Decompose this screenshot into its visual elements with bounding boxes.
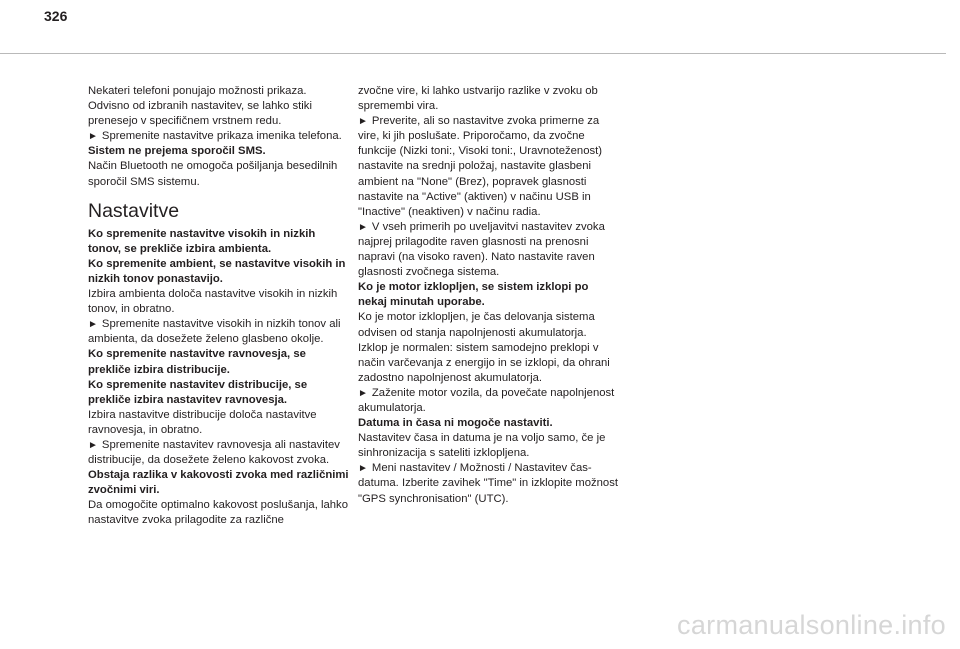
bullet-item bbox=[88, 317, 350, 347]
bullet-item bbox=[358, 386, 620, 416]
paragraph: Nastavitev časa in datuma je na voljo samo, če je sinhronizacija s sateliti izklopljena. bbox=[358, 432, 606, 460]
bullet-text: V vseh primerih po uveljavitvi nastavitev zvoka najprej prilagodite raven glasnosti na prenosni napravi (na visoko raven). Nato nastavite raven glasnosti zvočnega sistema. bbox=[358, 220, 605, 279]
paragraph: Izbira nastavitve distribucije določa nastavitve ravnovesja, in obratno. bbox=[88, 408, 317, 436]
question-heading: Ko je motor izklopljen, se sistem izklopi po nekaj minutah uporabe. bbox=[358, 281, 589, 309]
watermark: carmanualsonline.info bbox=[677, 610, 946, 640]
arrow-icon: ► bbox=[358, 221, 368, 233]
arrow-icon: ► bbox=[88, 319, 98, 331]
bullet-text: Zaženite motor vozila, da povečate napolnjenost akumulatorja. bbox=[358, 386, 615, 414]
bullet-item bbox=[88, 129, 350, 144]
left-column bbox=[88, 84, 350, 529]
question-heading: Ko spremenite ambient, se nastavitve visokih in nizkih tonov ponastavijo. bbox=[88, 257, 346, 285]
question-heading: Ko spremenite nastavitev distribucije, se prekliče izbira nastavitev ravnovesja. bbox=[88, 378, 308, 406]
bullet-item bbox=[358, 220, 620, 280]
arrow-icon: ► bbox=[358, 463, 368, 475]
question-heading: Sistem ne prejema sporočil SMS. bbox=[88, 145, 266, 158]
bullet-item bbox=[88, 438, 350, 468]
page-number: 326 bbox=[44, 8, 68, 24]
question-heading: Ko spremenite nastavitve ravnovesja, se prekliče izbira distribucije. bbox=[88, 348, 306, 376]
paragraph: Izbira ambienta določa nastavitve visokih in nizkih tonov, in obratno. bbox=[88, 288, 338, 316]
paragraph: zvočne vire, ki lahko ustvarijo razlike v zvoku ob spremembi vira. bbox=[358, 85, 598, 113]
header-divider bbox=[0, 53, 946, 54]
paragraph: Nekateri telefoni ponujajo možnosti prikaza. Odvisno od izbranih nastavitev, se lahko stiki prenesejo v specifičnem vrstnem redu. bbox=[88, 85, 312, 128]
bullet-text: Spremenite nastavitve prikaza imenika telefona. bbox=[101, 130, 342, 143]
bullet-text: Preverite, ali so nastavitve zvoka primerne za vire, ki jih poslušate. Priporočamo, da zvočne funkcije (Nizki toni:, Visoki toni:, Uravnoteženost) nastavite na srednji položaj, nastavite glasbeni ambient na "None" (Brez), popravek glasnosti nastavite na "Active" (aktiven) v načinu USB in "Inactive" (neaktiven) v načinu radia. bbox=[358, 115, 603, 218]
paragraph: Način Bluetooth ne omogoča pošiljanja besedilnih sporočil SMS sistemu. bbox=[88, 160, 338, 188]
bullet-text: Meni nastavitev / Možnosti / Nastavitev čas-datuma. Izberite zavihek "Time" in izklopite možnost "GPS synchronisation" (UTC). bbox=[358, 462, 619, 505]
question-heading: Obstaja razlika v kakovosti zvoka med različnimi zvočnimi viri. bbox=[88, 469, 349, 497]
paragraph: Izklop je normalen: sistem samodejno preklopi v način varčevanja z energijo in se izklopi, da ohrani zadostno napolnjenost akumulatorja. bbox=[358, 341, 610, 384]
section-heading: Nastavitve bbox=[88, 199, 180, 222]
bullet-text: Spremenite nastavitev ravnovesja ali nastavitev distribucije, da dosežete želeno kakovost zvoka. bbox=[88, 438, 340, 467]
bullet-item bbox=[358, 114, 620, 220]
question-heading: Datuma in časa ni mogoče nastaviti. bbox=[358, 417, 553, 430]
paragraph: Ko je motor izklopljen, je čas delovanja sistema odvisen od stanja napolnjenosti akumulatorja. bbox=[358, 311, 595, 339]
question-heading: Ko spremenite nastavitve visokih in nizkih tonov, se prekliče izbira ambienta. bbox=[88, 227, 316, 255]
bullet-text: Spremenite nastavitve visokih in nizkih tonov ali ambienta, da dosežete želeno glasbeno okolje. bbox=[88, 318, 341, 346]
arrow-icon: ► bbox=[88, 439, 98, 451]
arrow-icon: ► bbox=[88, 131, 98, 143]
right-column bbox=[358, 84, 620, 507]
arrow-icon: ► bbox=[358, 116, 368, 128]
paragraph: Da omogočite optimalno kakovost poslušanja, lahko nastavitve zvoka prilagodite za različne bbox=[88, 499, 348, 527]
arrow-icon: ► bbox=[358, 387, 368, 399]
bullet-item bbox=[358, 461, 620, 506]
